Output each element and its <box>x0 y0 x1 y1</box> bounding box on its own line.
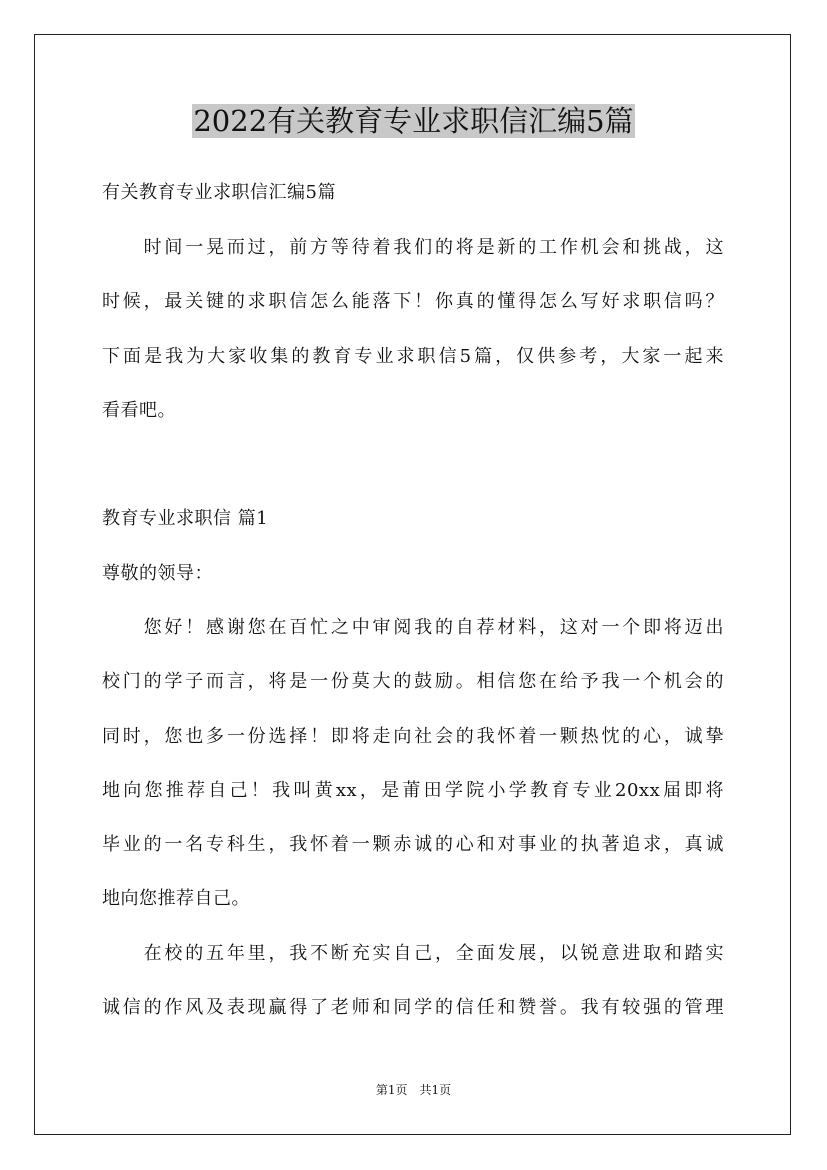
salutation-line: 尊敬的领导： <box>102 563 213 584</box>
paragraph-line: 您好！感谢您在百忙之中审阅我的自荐材料，这对一个即将迈出 <box>102 617 724 638</box>
paragraph-line: 时间一晃而过，前方等待着我们的将是新的工作机会和挑战，这 <box>102 237 724 258</box>
paragraph-line: 校门的学子而言，将是一份莫大的鼓励。相信您在给予我一个机会的 <box>102 671 724 692</box>
document-title-text: 2022有关教育专业求职信汇编5篇 <box>193 104 634 138</box>
paragraph-line: 看看吧。 <box>102 400 176 421</box>
paragraph-line: 下面是我为大家收集的教育专业求职信5篇，仅供参考，大家一起来 <box>102 346 724 367</box>
paragraph-line: 毕业的一名专科生，我怀着一颗赤诚的心和对事业的执著追求，真诚 <box>102 834 724 855</box>
paragraph-line: 地向您推荐自己。 <box>102 888 250 909</box>
paragraph-line: 在校的五年里，我不断充实自己，全面发展，以锐意进取和踏实 <box>102 943 724 964</box>
paragraph-line: 时候，最关键的求职信怎么能落下！你真的懂得怎么写好求职信吗？ <box>102 291 724 312</box>
section-heading: 教育专业求职信 篇1 <box>102 508 269 529</box>
paragraph-line: 地向您推荐自己！我叫黄xx，是莆田学院小学教育专业20xx届即将 <box>102 780 724 801</box>
document-title <box>0 100 827 142</box>
subtitle-line: 有关教育专业求职信汇编5篇 <box>102 182 336 203</box>
page-footer: 第1页 共1页 <box>375 1083 452 1097</box>
paragraph-line: 同时，您也多一份选择！即将走向社会的我怀着一颗热忱的心，诚挚 <box>102 726 724 747</box>
paragraph-line: 诚信的作风及表现赢得了老师和同学的信任和赞誉。我有较强的管理 <box>102 997 724 1018</box>
